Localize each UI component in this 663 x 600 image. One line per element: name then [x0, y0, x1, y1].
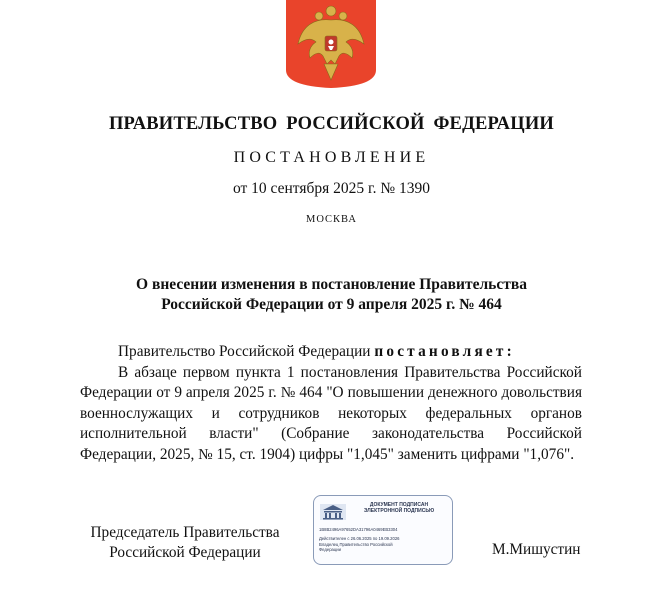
government-name: ПРАВИТЕЛЬСТВО РОССИЙСКОЙ ФЕДЕРАЦИИ — [108, 114, 555, 134]
document-type-title: ПОСТАНОВЛЕНИЕ — [233, 149, 430, 166]
stamp-header-line-1: ДОКУМЕНТ ПОДПИСАН — [369, 502, 429, 508]
stamp-header — [350, 502, 448, 514]
stamp-certificate: 1B8B2496A97652DA31796A0469EB3304 — [319, 527, 398, 532]
subject-line-2: Российской Федерации от 9 апреля 2025 г. № 464 — [161, 296, 502, 313]
electronic-signature-stamp — [313, 495, 453, 565]
signatory-name: М.Мишустин — [492, 541, 581, 558]
main-paragraph: В абзаце первом пункта 1 постановления Правительства Российской Федерации от 9 апреля 2025 г. № 464 "О повышении денежного довольствия военнослужащих и сотрудников некоторых федеральных органов исполнительной власти" (Собрание законодательства Российской Федерации, 2025, № 15, ст. 1904) цифры "1,045" заменить цифрами "1,076". — [80, 363, 582, 463]
subject-line-1: О внесении изменения в постановление Правительства — [136, 276, 527, 293]
document-subject — [0, 275, 663, 315]
document-date-number: от 10 сентября 2025 г. № 1390 — [232, 180, 431, 197]
intro-lead: Правительство Российской Федерации — [118, 343, 375, 360]
stamp-owner-line-2: Федерации — [319, 547, 341, 552]
russian-coat-of-arms-icon — [286, 0, 376, 88]
signatory-position-line-1: Председатель Правительства — [90, 524, 280, 541]
intro-action: постановляет: — [374, 343, 515, 360]
government-building-icon — [320, 504, 346, 520]
city-name: МОСКВА — [306, 214, 357, 225]
intro-paragraph — [80, 342, 582, 363]
signatory-position-line-2: Российской Федерации — [109, 544, 261, 561]
stamp-header-line-2: ЭЛЕКТРОННОЙ ПОДПИСЬЮ — [363, 508, 435, 514]
signatory-position — [80, 523, 290, 563]
stamp-owner-line-1: Владелец Правительство Российской — [319, 542, 393, 547]
stamp-validity: Действителен с 26.06.2025 по 19.09.2026 — [319, 536, 400, 541]
document-body — [80, 342, 582, 465]
